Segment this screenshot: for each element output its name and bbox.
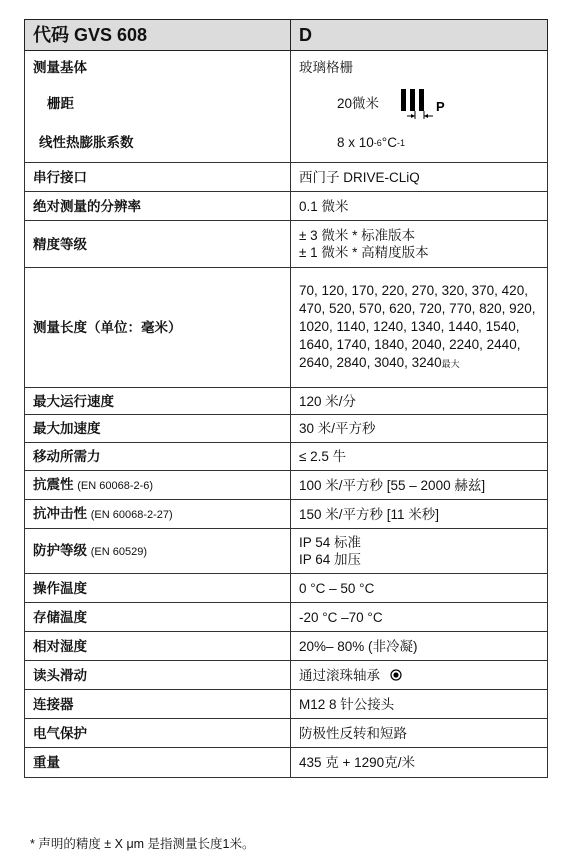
- accel-value: 30 米/平方秒: [291, 415, 548, 443]
- weight-row: [25, 748, 548, 778]
- grating-value: 玻璃格栅: [299, 60, 353, 75]
- accel-row: [25, 415, 548, 443]
- length-max-suffix: 最大: [441, 359, 460, 369]
- vibration-row: [25, 471, 548, 500]
- protection-label: 防护等级: [33, 542, 87, 558]
- resolution-value: 0.1 微米: [291, 192, 548, 221]
- length-row: [25, 268, 548, 388]
- speed-value: 120 米/分: [291, 388, 548, 415]
- shock-row: [25, 500, 548, 529]
- storage-temp-row: [25, 603, 548, 632]
- accuracy-standard: ± 3 微米 * 标准版本: [299, 228, 416, 243]
- vibration-standard: (EN 60068-2-6): [77, 479, 154, 492]
- accuracy-row: [25, 221, 548, 268]
- speed-row: [25, 388, 548, 415]
- thermal-value: 8 x 10 -6 °C -1: [337, 135, 405, 150]
- grating-pitch-icon: [399, 87, 459, 121]
- electrical-row: [25, 719, 548, 748]
- resolution-row: [25, 192, 548, 221]
- speed-label: 最大运行速度: [25, 388, 291, 415]
- accuracy-values: [291, 221, 548, 268]
- protection-standard-value: IP 54 标准: [299, 535, 362, 550]
- slide-value: 通过滚珠轴承: [299, 667, 380, 683]
- footnote: * 声明的精度 ± X μm 是指测量长度1米。: [30, 837, 255, 851]
- grating-label: 测量基体: [33, 60, 87, 75]
- length-values: [291, 268, 548, 388]
- force-row: [25, 443, 548, 471]
- humidity-row: [25, 632, 548, 661]
- connector-row: [25, 690, 548, 719]
- serial-value: 西门子 DRIVE-CLiQ: [291, 163, 548, 192]
- humidity-label: 相对湿度: [25, 632, 291, 661]
- serial-label: 串行接口: [25, 163, 291, 192]
- accel-label: 最大加速度: [25, 415, 291, 443]
- serial-row: [25, 163, 548, 192]
- length-list: 70, 120, 170, 220, 270, 320, 370, 420, 470, 520, 570, 620, 720, 770, 820, 920, 1020, 1140, 1240, 1340, 1440, 1540, 1640, 1740, 1840, 2040, 2240, 2440, 2640, 2840, 3040, 3240: [299, 283, 536, 370]
- electrical-value: 防极性反转和短路: [291, 719, 548, 748]
- pitch-cell: [299, 84, 547, 123]
- header-version: D: [291, 20, 548, 51]
- op-temp-row: [25, 574, 548, 603]
- weight-value: 435 克 + 1290克/米: [291, 748, 548, 778]
- force-label: 移动所需力: [25, 443, 291, 471]
- protection-label-cell: [25, 529, 291, 574]
- length-label: 测量长度（单位：毫米）: [25, 268, 291, 388]
- storage-temp-value: -20 °C –70 °C: [291, 603, 548, 632]
- pitch-value: 20微米: [337, 96, 380, 111]
- vibration-value: 100 米/平方秒 [55 – 2000 赫兹]: [291, 471, 548, 500]
- bearing-icon: [390, 669, 402, 681]
- op-temp-value: 0 °C – 50 °C: [291, 574, 548, 603]
- protection-row: [25, 529, 548, 574]
- shock-label-cell: [25, 500, 291, 529]
- protection-pressurized-value: IP 64 加压: [299, 552, 362, 567]
- op-temp-label: 操作温度: [25, 574, 291, 603]
- weight-label: 重量: [25, 748, 291, 778]
- slide-label: 读头滑动: [25, 661, 291, 690]
- resolution-label: 绝对测量的分辨率: [25, 192, 291, 221]
- header-row: [25, 20, 548, 51]
- force-value: ≤ 2.5 牛: [291, 443, 548, 471]
- connector-label: 连接器: [25, 690, 291, 719]
- header-code: 代码 GVS 608: [25, 20, 291, 51]
- slide-value-cell: [291, 661, 548, 690]
- accuracy-high: ± 1 微米 * 高精度版本: [299, 245, 429, 260]
- accuracy-label: 精度等级: [25, 221, 291, 268]
- connector-value: M12 8 针公接头: [291, 690, 548, 719]
- pitch-label: 栅距: [47, 96, 74, 111]
- vibration-label: 抗震性: [33, 476, 74, 492]
- shock-label: 抗冲击性: [33, 505, 87, 521]
- electrical-label: 电气保护: [25, 719, 291, 748]
- storage-temp-label: 存储温度: [25, 603, 291, 632]
- grating-row: [25, 51, 548, 163]
- humidity-value: 20%– 80% (非冷凝): [291, 632, 548, 661]
- grating-labels: [25, 51, 291, 163]
- spec-table: [24, 19, 548, 778]
- vibration-label-cell: [25, 471, 291, 500]
- thermal-label: 线性热膨胀系数: [39, 135, 134, 150]
- slide-row: [25, 661, 548, 690]
- shock-value: 150 米/平方秒 [11 米秒]: [291, 500, 548, 529]
- grating-values: [291, 51, 548, 163]
- protection-values: [291, 529, 548, 574]
- shock-standard: (EN 60068-2-27): [90, 508, 173, 521]
- protection-standard: (EN 60529): [90, 545, 148, 558]
- pitch-icon-letter: P: [436, 98, 445, 114]
